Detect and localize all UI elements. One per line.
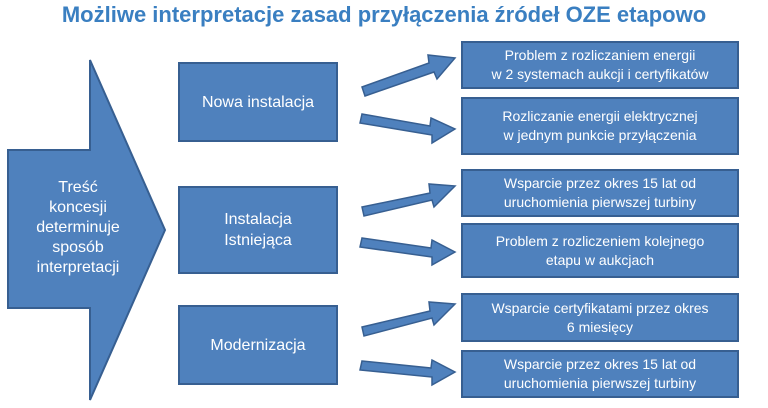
outcome-text: Rozliczanie energii elektrycznej w jednym punkcie przyłączenia: [502, 108, 698, 143]
outcome-box-4: [461, 223, 739, 278]
category-new-installation: [178, 62, 338, 142]
connector-arrow-3b: [360, 360, 455, 385]
outcome-box-5: [461, 293, 739, 342]
outcome-text: Wsparcie przez okres 15 lat od uruchomienia pierwszej turbiny: [503, 356, 697, 391]
outcome-text: Problem z rozliczeniem kolejnego etapu w aukcjach: [495, 232, 705, 268]
category-existing-installation: [178, 186, 338, 274]
connector-arrow-2a: [362, 184, 455, 216]
category-label: Nowa instalacja: [201, 93, 315, 111]
connector-arrow-1b: [360, 114, 455, 143]
category-label: Instalacja Istniejąca: [224, 211, 292, 249]
main-arrow-text: Treść koncesji determinuje sposób interpretacji: [36, 179, 120, 276]
diagram-title: Możliwe interpretacje zasad przyłączenia źródeł OZE etapowo: [61, 2, 707, 27]
outcome-text: Wsparcie certyfikatami przez okres 6 miesięcy: [491, 299, 709, 335]
connector-arrow-3a: [362, 302, 455, 336]
connector-arrow-2b: [360, 238, 455, 265]
main-arrow-label: [18, 178, 138, 278]
outcome-box-3: [461, 169, 739, 217]
connector-arrow-1a: [362, 55, 455, 96]
outcome-box-1: [461, 41, 739, 89]
outcome-text: Problem z rozliczaniem energii w 2 systemach aukcji i certyfikatów: [491, 47, 709, 82]
outcome-text: Wsparcie przez okres 15 lat od uruchomienia pierwszej turbiny: [503, 175, 697, 210]
outcome-box-2: [461, 97, 739, 155]
category-modernization: [178, 305, 338, 385]
outcome-box-6: [461, 350, 739, 398]
category-label: Modernizacja: [210, 336, 306, 354]
